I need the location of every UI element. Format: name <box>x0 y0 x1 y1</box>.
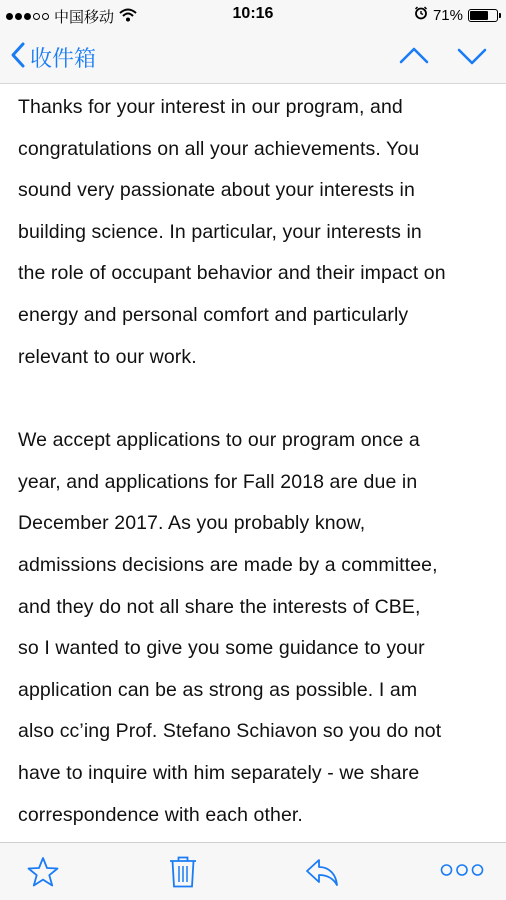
alarm-icon <box>414 6 428 24</box>
navigation-bar <box>0 30 506 84</box>
status-time: 10:16 <box>232 5 274 22</box>
status-bar <box>0 0 506 30</box>
more-actions-button[interactable] <box>440 861 484 884</box>
email-line: year, and applications for Fall 2018 are due in <box>18 470 418 493</box>
back-button-label: 收件箱 <box>30 47 97 72</box>
email-body <box>18 84 493 842</box>
previous-message-button[interactable] <box>398 43 430 74</box>
email-line: admissions decisions are made by a committee, <box>18 553 438 576</box>
email-paragraph <box>18 87 493 378</box>
email-line: energy and personal comfort and particularly <box>18 303 409 326</box>
bottom-toolbar <box>0 842 506 900</box>
email-line: December 2017. As you probably know, <box>18 512 366 535</box>
email-paragraph <box>18 420 493 836</box>
email-line: Thanks for your interest in our program, and <box>18 96 403 118</box>
email-line: correspondence with each other. <box>18 803 303 826</box>
email-line: also cc’ing Prof. Stefano Schiavon so you do not <box>18 720 442 743</box>
chevron-up-icon <box>398 56 430 73</box>
chevron-down-icon <box>456 56 488 73</box>
email-line: We accept applications to our program once a <box>18 429 420 452</box>
battery-icon <box>468 9 498 22</box>
status-right <box>414 6 498 24</box>
carrier-name: 中国移动 <box>54 8 115 26</box>
back-to-inbox-button[interactable] <box>10 40 96 75</box>
email-line: have to inquire with him separately - we share <box>18 761 420 784</box>
email-line: sound very passionate about your interests in <box>18 179 415 202</box>
email-line: congratulations on all your achievements. You <box>18 137 420 160</box>
flag-button[interactable] <box>26 855 60 894</box>
email-line: relevant to our work. <box>18 345 197 368</box>
battery-fill <box>470 11 488 20</box>
battery-percent: 71% <box>432 6 463 24</box>
reply-button[interactable] <box>304 855 340 894</box>
email-line: building science. In particular, your interests in <box>18 220 422 243</box>
email-line: application can be as strong as possible. I am <box>18 678 418 701</box>
trash-icon <box>168 876 198 893</box>
email-line: the role of occupant behavior and their impact on <box>18 262 446 285</box>
star-icon <box>26 876 60 893</box>
reply-icon <box>304 876 340 893</box>
more-icon <box>440 866 484 883</box>
chevron-left-icon <box>10 40 26 75</box>
email-line: and they do not all share the interests of CBE, <box>18 595 421 618</box>
next-message-button[interactable] <box>456 43 488 74</box>
email-line: so I wanted to give you some guidance to your <box>18 637 425 660</box>
delete-button[interactable] <box>168 855 198 894</box>
